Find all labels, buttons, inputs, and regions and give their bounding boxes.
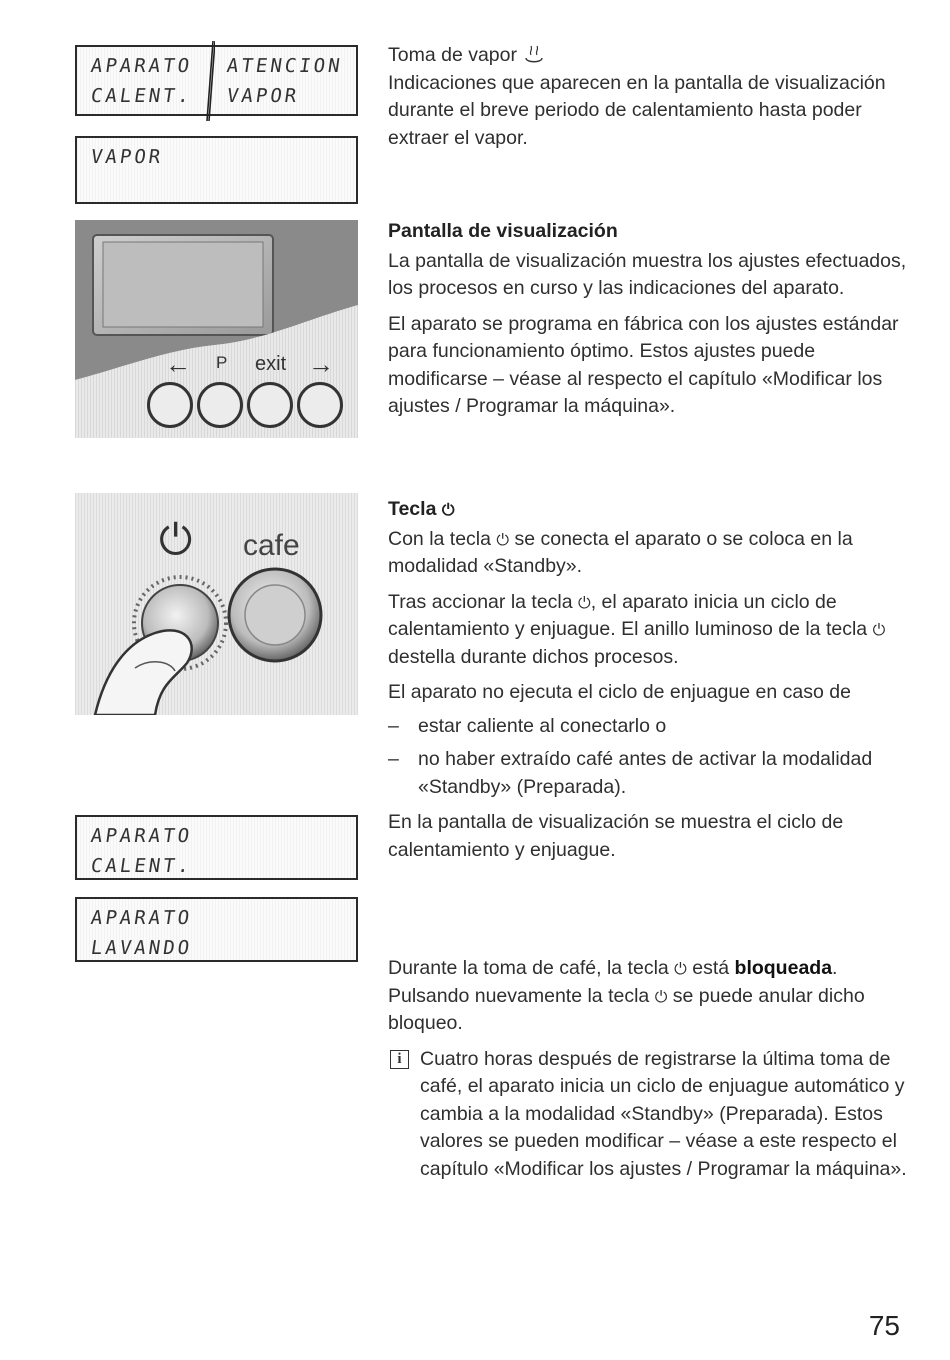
- separator-slash-icon: [205, 41, 215, 121]
- key-para-2a: Tras accionar la tecla: [388, 590, 573, 613]
- display-vapor: [75, 136, 358, 204]
- display-aparato-lavando: [75, 897, 358, 962]
- power-icon: ⏻: [578, 592, 591, 612]
- display-line: APARATO: [89, 825, 194, 847]
- power-icon: ⏻: [872, 620, 886, 639]
- key-para-1a: Con la tecla: [388, 527, 491, 550]
- section-lock: [388, 955, 908, 1191]
- lock-para-1a: Durante la toma de café, la tecla: [388, 957, 669, 979]
- display-line: CALENT.: [89, 85, 194, 107]
- panel-labels: [75, 349, 358, 383]
- lock-para-2a: Pulsando nuevamente la tecla: [388, 984, 650, 1007]
- display-line: VAPOR: [225, 85, 301, 107]
- lock-bold: bloqueada: [734, 957, 833, 979]
- key-para-3: El aparato no ejecuta el ciclo de enjuague en caso de: [388, 681, 851, 703]
- key-item-2: no haber extraído café antes de activar la modalidad «Standby» (Preparada).: [418, 748, 873, 798]
- key-para-2c: destella durante dichos procesos.: [388, 645, 679, 668]
- dash-bullet: –: [388, 748, 399, 770]
- section-steam: [388, 42, 908, 160]
- info-text: Cuatro horas después de registrarse la última toma de café, el aparato inicia un ciclo de enjuague automático y cambia a la modalidad «Standby» (Preparada). Estos valores se pueden modificar – véase a este respecto el capítulo «Modificar los ajustes / Programar la máquina».: [420, 1047, 907, 1180]
- key-heading: Tecla: [388, 498, 437, 520]
- power-icon: ⏻: [496, 529, 510, 549]
- steam-icon: [522, 44, 546, 64]
- cafe-label: cafe: [243, 529, 300, 562]
- section-power-key: [388, 496, 908, 872]
- key-item-1: estar caliente al conectarlo o: [418, 714, 667, 737]
- exit-button[interactable]: [247, 382, 293, 428]
- display-line: LAVANDO: [89, 937, 194, 959]
- steam-title: Toma de vapor: [388, 44, 517, 66]
- display-aparato-calent: [75, 815, 358, 880]
- left-button[interactable]: [147, 382, 193, 428]
- page-number: 75: [868, 1310, 900, 1341]
- section-display: [388, 218, 908, 429]
- power-icon: ⏻: [674, 959, 687, 978]
- power-symbol-icon: ⏻: [159, 515, 193, 564]
- right-arrow-label: →: [308, 349, 334, 379]
- p-label: P: [216, 353, 228, 372]
- steam-body: Indicaciones que aparecen en la pantalla de visualización durante el breve periodo de calentamiento hasta poder extraer el vapor.: [388, 71, 886, 149]
- p-button[interactable]: [197, 382, 243, 428]
- lock-para-2b: se puede anular dicho bloqueo.: [388, 984, 865, 1034]
- left-arrow-label: ←: [165, 349, 191, 379]
- display-line: CALENT.: [89, 855, 194, 877]
- display-para-2: El aparato se programa en fábrica con los ajustes estándar para funcionamiento óptimo. Estos ajustes puede modificarse – véase al respecto el capítulo «Modificar los ajustes / Programar la máquina».: [388, 312, 899, 417]
- lock-period: .: [832, 957, 838, 979]
- key-para-2b: , el aparato inicia un ciclo de calentamiento y enjuague. El anillo luminoso de la tecla: [388, 590, 868, 640]
- display-para-1: La pantalla de visualización muestra los ajustes efectuados, los procesos en curso y las indicaciones del aparato.: [388, 249, 907, 299]
- display-line: APARATO: [89, 55, 194, 77]
- display-line: ATENCION: [225, 55, 345, 77]
- power-key-photo: [75, 493, 358, 715]
- power-icon: ⏻: [441, 500, 455, 519]
- lock-para-1b: está: [692, 957, 730, 979]
- info-icon: i: [390, 1050, 409, 1069]
- display-line: VAPOR: [89, 146, 165, 168]
- key-para-1b: se conecta el aparato o se coloca en la modalidad «Standby».: [388, 527, 853, 577]
- exit-label: exit: [255, 353, 287, 375]
- power-button[interactable]: [142, 585, 218, 661]
- dash-bullet: –: [388, 714, 399, 737]
- display-heading: Pantalla de visualización: [388, 220, 618, 242]
- control-panel-photo: [75, 220, 358, 438]
- display-line: APARATO: [89, 907, 194, 929]
- right-button[interactable]: [297, 382, 343, 428]
- key-para-4: En la pantalla de visualización se muestra el ciclo de calentamiento y enjuague.: [388, 811, 844, 861]
- power-icon: ⏻: [654, 986, 668, 1006]
- cafe-button[interactable]: [229, 569, 321, 661]
- display-apparato-atencion: [75, 45, 358, 116]
